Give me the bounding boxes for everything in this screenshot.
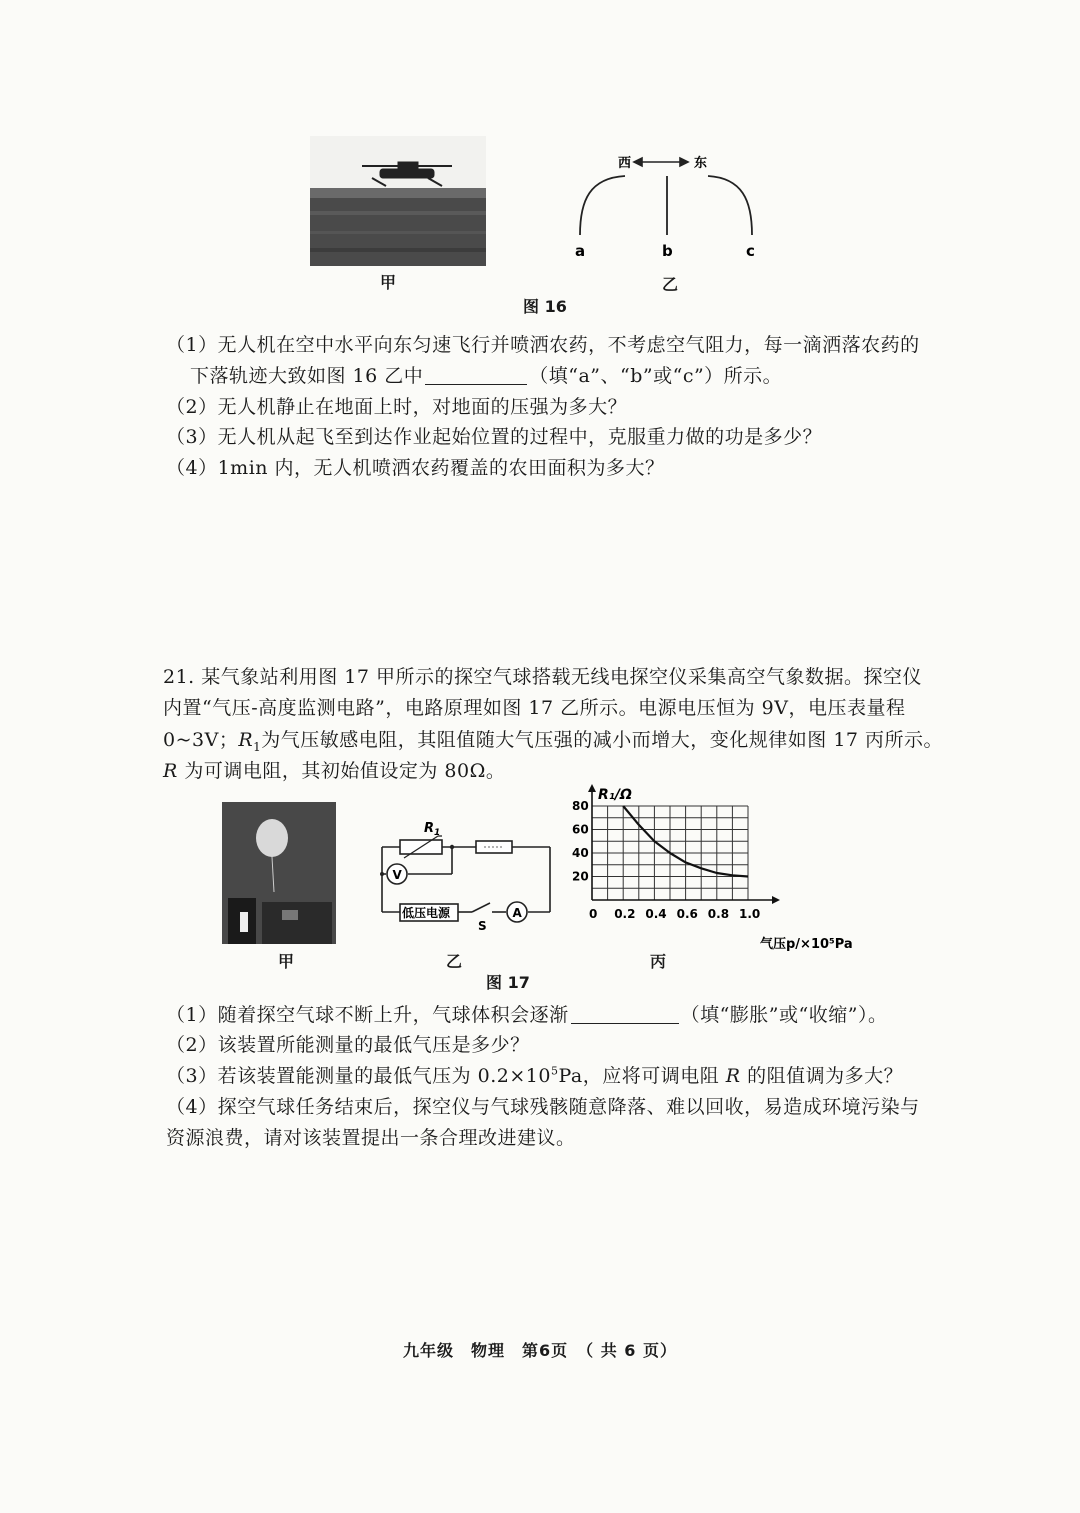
west-east-arrow-icon <box>634 158 688 166</box>
page-footer: 九年级 物理 第6页 （ 共 6 页） <box>403 1341 677 1360</box>
switch-icon <box>472 903 490 912</box>
q21-part2: （2）该装置所能测量的最低气压是多少？ <box>166 1034 530 1056</box>
q21-part3: （3）若该装置能测量的最低气压为 $0.2\times 10^5Pa$，应将可调电阻 R 的阻值调为多大？ <box>166 1064 904 1087</box>
y-tick-label: 20 <box>572 869 589 884</box>
balloon-icon <box>256 819 288 857</box>
chart-y-axis-label: R₁/Ω <box>598 787 632 803</box>
y-tick-label: 40 <box>572 846 589 860</box>
power-source-label: 低压电源 <box>402 906 451 920</box>
q20-part1-text-a: 下落轨迹大致如图 16 乙中 <box>190 365 424 387</box>
y-tick-label: 80 <box>572 799 589 813</box>
switch-label: S <box>478 919 487 933</box>
drone-photo <box>310 136 486 266</box>
q21-intro-line3: 0~3V；$R_1$为气压敏感电阻，其阻值随大气压强的减小而增大，变化规律如图 17 丙所示。 <box>163 729 944 754</box>
q21-part1-blank[interactable] <box>571 1005 679 1024</box>
fig16-right-label: 乙 <box>662 275 679 294</box>
ammeter-label: A <box>512 906 522 920</box>
q21-part4-line1: （4）探空气球任务结束后，探空仪与气球残骸随意降落、难以回收，易造成环境污染与 <box>166 1096 920 1118</box>
q20-part1-line1: （1）无人机在空中水平向东匀速飞行并喷洒农药，不考虑空气阻力，每一滴洒落农药的 <box>166 334 920 356</box>
fig17-label-jia: 甲 <box>278 952 295 971</box>
x-tick-label: 0.6 <box>676 907 698 921</box>
q21-intro-line2: 内置“气压-高度监测电路”，电路原理如图 17 乙所示。电源电压恒为 9V，电压表量程 <box>163 697 906 719</box>
fig17-caption: 图 17 <box>486 973 530 992</box>
q20-part3: （3）无人机从起飞至到达作业起始位置的过程中，克服重力做的功是多少？ <box>166 426 823 448</box>
q20-part1-line2 <box>190 361 782 388</box>
q20-part2: （2）无人机静止在地面上时，对地面的压强为多大？ <box>166 396 628 418</box>
q21-intro-line4: R 为可调电阻，其初始值设定为 80Ω。 <box>163 760 506 782</box>
fig16-left-label: 甲 <box>380 273 397 292</box>
y-axis-arrow-icon <box>588 784 596 792</box>
east-label: 东 <box>694 156 708 171</box>
west-label: 西 <box>618 156 632 171</box>
path-a-curve <box>580 176 625 235</box>
x-tick-label: 0 <box>589 907 598 921</box>
figure-16 <box>0 0 1080 320</box>
r1-label: $R_1$ <box>424 821 441 838</box>
chart-x-axis-label: 气压p/×10⁵Pa <box>760 937 853 952</box>
q21-part1: （1）随着探空气球不断上升，气球体积会逐渐 （填“膨胀”或“收缩”）。 <box>166 1004 888 1026</box>
path-c-curve <box>708 176 752 235</box>
path-a-label: a <box>575 242 586 260</box>
x-tick-label: 0.2 <box>614 907 636 921</box>
q20-part4: （4）1min 内，无人机喷洒农药覆盖的农田面积为多大？ <box>166 457 665 479</box>
x-tick-label: 0.8 <box>707 907 730 921</box>
voltmeter-label: V <box>392 868 402 882</box>
fig17-label-yi: 乙 <box>446 952 463 971</box>
x-tick-label: 0.4 <box>645 907 667 921</box>
q20-part1-blank[interactable] <box>425 366 527 385</box>
fig17-label-bing: 丙 <box>650 952 667 971</box>
resistance-pressure-chart <box>566 782 872 952</box>
fig16-caption: 图 16 <box>523 297 567 316</box>
path-b-label: b <box>662 242 673 260</box>
q21-part4-line2: 资源浪费，请对该装置提出一条合理改进建议。 <box>166 1127 576 1149</box>
q20-part1-text-b: （填“a”、“b”或“c”）所示。 <box>529 365 783 387</box>
path-c-label: c <box>746 242 755 260</box>
y-tick-label: 60 <box>572 822 589 837</box>
x-tick-label: 1.0 <box>739 907 761 921</box>
circuit-diagram <box>372 812 562 937</box>
x-axis-arrow-icon <box>772 896 780 904</box>
q21-intro-line1: 21. 某气象站利用图 17 甲所示的探空气球搭载无线电探空仪采集高空气象数据。探空仪 <box>163 666 923 688</box>
balloon-photo <box>222 802 336 944</box>
